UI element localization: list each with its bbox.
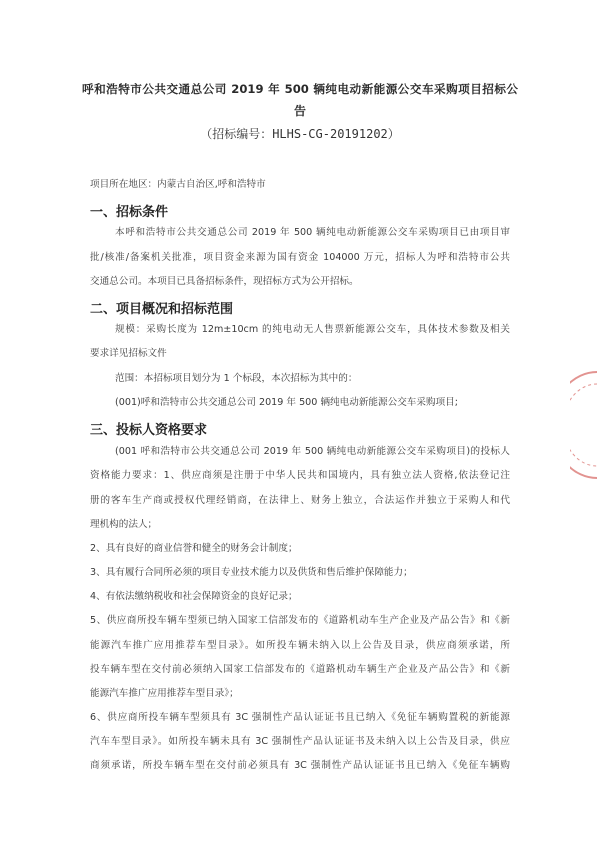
paragraph-line: 2、具有良好的商业信誉和健全的财务会计制度； (90, 543, 298, 554)
paragraph-line: 6、供应商所投车辆车型须具有 3C 强制性产品认证证书且已纳入《免征车辆购置税的新能源 (90, 712, 510, 723)
paragraph-line: 规模：采购长度为 12m±10cm 的纯电动无人售票新能源公交车，具体技术参数及相关 (115, 324, 510, 335)
section-heading: 三、投标人资格要求 (90, 423, 208, 438)
project-location: 项目所在地区：内蒙古自治区,呼和浩特市 (90, 179, 266, 190)
red-seal-stamp (570, 370, 598, 480)
paragraph-line: 5、供应商所投车辆车型须已纳入国家工信部发布的《道路机动车生产企业及产品公告》和《新 (90, 615, 510, 626)
paragraph-line: (001 呼和浩特市公共交通总公司 2019 年 500 辆纯电动新能源公交车采购项目)的投标人 (115, 446, 510, 457)
paragraph-line: 批/核准/备案机关批准，项目资金来源为国有资金 104000 万元，招标人为呼和浩特市公共 (90, 252, 510, 263)
paragraph-line: 要求详见招标文件 (90, 348, 167, 359)
section-heading: 一、招标条件 (90, 205, 169, 220)
document-title: 呼和浩特市公共交通总公司 2019 年 500 辆纯电动新能源公交车采购项目招标公 (82, 82, 518, 96)
tender-code: （招标编号：HLHS-CG-20191202） (200, 127, 400, 141)
paragraph-line: 3、具有履行合同所必须的项目专业技术能力以及供货和售后维护保障能力； (90, 567, 413, 578)
paragraph-line: 投车辆车型在交付前必须纳入国家工信部发布的《道路机动车辆生产企业及产品公告》和《新 (90, 664, 510, 675)
paragraph-line: 理机构的法人； (90, 519, 158, 530)
paragraph-line: 册的客车生产商或授权代理经销商，在法律上、财务上独立，合法运作并独立于采购人和代 (90, 495, 510, 506)
paragraph-line: 资格能力要求：1、供应商须是注册于中华人民共和国境内，具有独立法人资格,依法登记注 (90, 470, 510, 481)
paragraph-line: 能源汽车推广应用推荐车型目录》； (90, 688, 239, 699)
paragraph-line: 4、有依法缴纳税收和社会保障资金的良好记录； (90, 591, 298, 602)
paragraph-line: 本呼和浩特市公共交通总公司 2019 年 500 辆纯电动新能源公交车采购项目已由项目审 (115, 227, 510, 238)
paragraph-line: 商须承诺，所投车辆车型在交付前必须具有 3C 强制性产品认证证书且已纳入《免征车辆购 (90, 760, 510, 771)
document-title-continued: 告 (293, 104, 306, 118)
paragraph-line: 交通总公司。本项目已具备招标条件，现招标方式为公开招标。 (90, 276, 359, 287)
paragraph-line: 汽车车型目录》。如所投车辆未具有 3C 强制性产品认证证书及未纳入以上公告及目录，供应 (90, 736, 510, 747)
paragraph-line: 范围：本招标项目划分为 1 个标段，本次招标为其中的： (115, 373, 358, 384)
paragraph-line: 能源汽车推广应用推荐车型目录》。如所投车辆未纳入以上公告及目录，供应商须承诺，所 (90, 640, 510, 651)
paragraph-line: (001)呼和浩特市公共交通总公司 2019 年 500 辆纯电动新能源公交车采购项目; (115, 397, 458, 408)
section-heading: 二、项目概况和招标范围 (90, 302, 234, 317)
